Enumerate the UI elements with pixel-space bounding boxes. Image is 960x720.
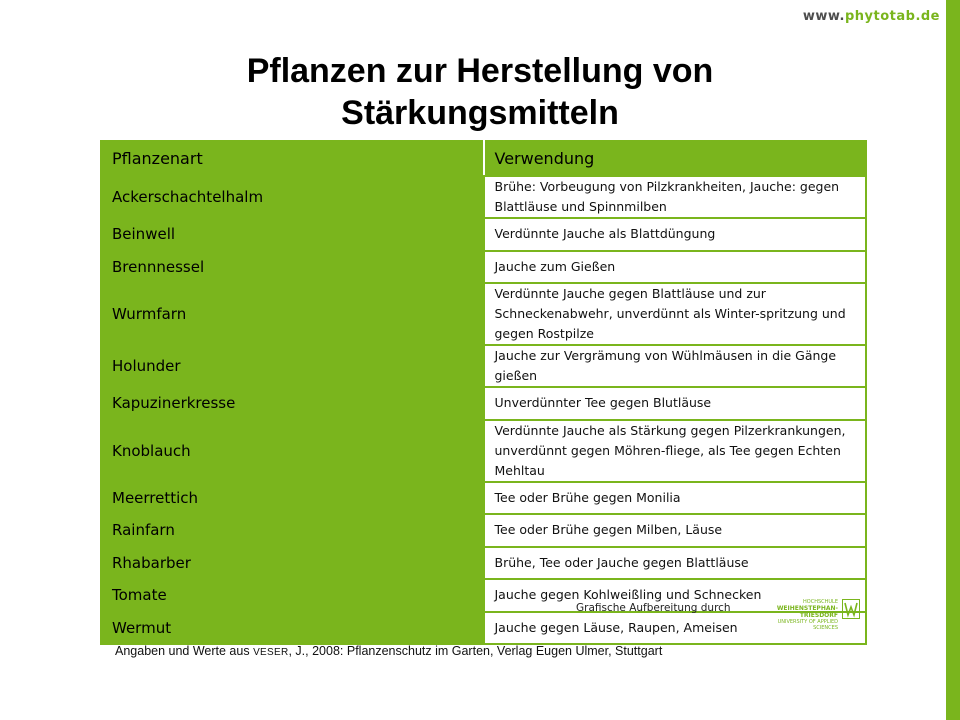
- plant-use: Verdünnte Jauche als Stärkung gegen Pilzerkrankungen, unverdünnt gegen Möhren-fliege, als Tee gegen Echten Mehltau: [484, 420, 867, 482]
- plant-name: Ackerschachtelhalm: [101, 176, 484, 218]
- plant-name: Wurmfarn: [101, 283, 484, 345]
- plant-name: Tomate: [101, 579, 484, 612]
- plant-name: Kapuzinerkresse: [101, 387, 484, 420]
- plant-name: Knoblauch: [101, 420, 484, 482]
- plant-use: Tee oder Brühe gegen Milben, Läuse: [484, 514, 867, 547]
- source-citation: [115, 644, 662, 658]
- credit-text: Grafische Aufbereitung durch: [576, 602, 731, 614]
- plant-use: Verdünnte Jauche gegen Blattläuse und zur Schneckenabwehr, unverdünnt als Winter-spritzung und gegen Rostpilze: [484, 283, 867, 345]
- table-row: [101, 218, 866, 251]
- table-row: [101, 420, 866, 482]
- table-row: [101, 387, 866, 420]
- plant-use: Jauche gegen Läuse, Raupen, Ameisen: [484, 612, 867, 645]
- page-title: [0, 50, 960, 134]
- url-brand: phytotab: [844, 9, 916, 24]
- table-row: [101, 547, 866, 580]
- url-prefix: www.: [802, 9, 845, 24]
- plant-name: Brennnessel: [101, 251, 484, 284]
- plant-use: Brühe: Vorbeugung von Pilzkrankheiten, Jauche: gegen Blattläuse und Spinnmilben: [484, 176, 867, 218]
- logo-w-icon: [842, 599, 860, 619]
- source-rest: , J., 2008: Pflanzenschutz im Garten, Verlag Eugen Ulmer, Stuttgart: [288, 644, 663, 658]
- plant-use: Jauche zur Vergrämung von Wühlmäusen in die Gänge gießen: [484, 345, 867, 387]
- table-row: [101, 482, 866, 515]
- table-row: [101, 514, 866, 547]
- source-prefix: Angaben und Werte aus: [115, 644, 250, 658]
- table-header-row: [101, 141, 866, 176]
- plant-name: Rhabarber: [101, 547, 484, 580]
- plant-name: Holunder: [101, 345, 484, 387]
- plant-use: Brühe, Tee oder Jauche gegen Blattläuse: [484, 547, 867, 580]
- logo-line-3: UNIVERSITY OF APPLIED SCIENCES: [777, 619, 838, 631]
- plant-use: Jauche zum Gießen: [484, 251, 867, 284]
- url-suffix: .de: [915, 9, 940, 24]
- title-line-1: Pflanzen zur Herstellung von: [246, 52, 714, 90]
- plant-table: [100, 140, 867, 645]
- source-author: VESER: [253, 647, 289, 658]
- table-row: [101, 579, 866, 612]
- table-row: [101, 612, 866, 645]
- plant-use: Tee oder Brühe gegen Monilia: [484, 482, 867, 515]
- table-row: [101, 283, 866, 345]
- logo-wordmark: [760, 599, 838, 631]
- logo-line-1: HOCHSCHULE: [803, 599, 838, 605]
- column-header-plant: Pflanzenart: [101, 141, 484, 176]
- column-header-use: Verwendung: [484, 141, 867, 176]
- plant-use: Verdünnte Jauche als Blattdüngung: [484, 218, 867, 251]
- title-line-2: Stärkungsmitteln: [341, 94, 619, 132]
- plant-use: Jauche gegen Kohlweißling und Schnecken: [484, 579, 867, 612]
- plant-use: Unverdünnter Tee gegen Blutläuse: [484, 387, 867, 420]
- plant-name: Meerrettich: [101, 482, 484, 515]
- site-url[interactable]: [780, 9, 940, 24]
- plant-name: Wermut: [101, 612, 484, 645]
- university-logo: [760, 599, 860, 631]
- logo-line-2: WEIHENSTEPHAN-TRIESDORF: [776, 605, 838, 619]
- plant-name: Beinwell: [101, 218, 484, 251]
- table-row: [101, 176, 866, 218]
- plant-name: Rainfarn: [101, 514, 484, 547]
- table-row: [101, 251, 866, 284]
- table-row: [101, 345, 866, 387]
